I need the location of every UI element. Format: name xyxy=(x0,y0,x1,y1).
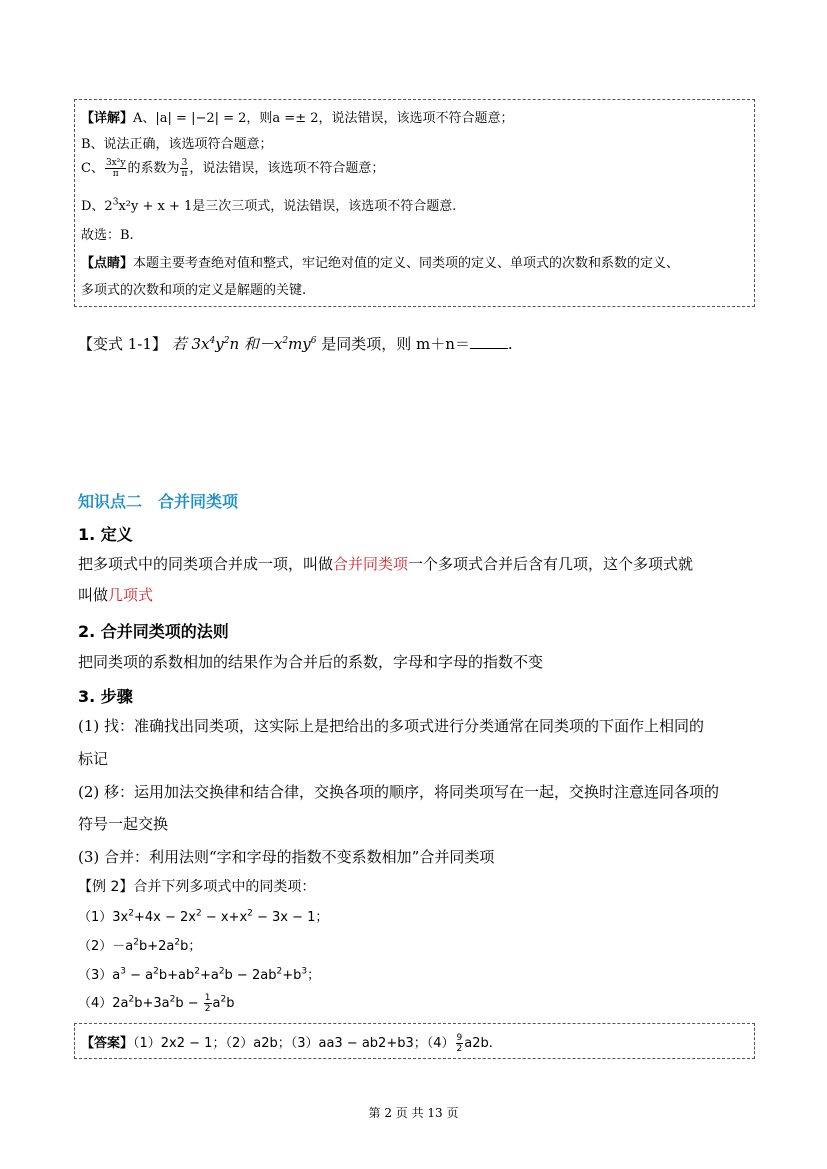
detail-line-6 xyxy=(81,252,679,271)
variant-text-b: y xyxy=(215,335,224,353)
fraction-denominator: 2 xyxy=(204,1004,211,1014)
step-1-line-1: (1) 找：准确找出同类项，这实际上是把给出的多项式进行分类通常在同类项的下面作上相同的 xyxy=(78,717,705,735)
answer-line xyxy=(81,1032,493,1054)
step-2-line-1: (2) 移：运用加法交换律和结合律，交换各项的顺序，将同类项写在一起，交换时注意连同各项的 xyxy=(78,783,720,801)
q3-part: − a xyxy=(125,968,154,983)
detail-line-5: 故选：B. xyxy=(81,228,134,243)
heading-steps: 3. 步骤 xyxy=(78,687,133,706)
answer-tag: 【答案】 xyxy=(81,1036,134,1051)
detail-c-label: C、 xyxy=(81,161,104,176)
definition-line-1 xyxy=(78,553,693,574)
detail-line-3 xyxy=(81,157,384,179)
example-title: 【例 2】合并下列多项式中的同类项： xyxy=(78,879,316,895)
detail-tag: 【详解】 xyxy=(81,111,134,126)
q1-part: − x+x xyxy=(201,910,248,925)
heading-rule: 2. 合并同类项的法则 xyxy=(78,622,229,641)
variant-text-c: n 和－x xyxy=(229,335,283,353)
definition-text-c: 叫做 xyxy=(78,586,109,604)
fraction-numerator: 3x²y xyxy=(105,158,126,168)
comment-tag: 【点睛】 xyxy=(81,256,134,271)
rule-text: 把同类项的系数相加的结果作为合并后的系数，字母和字母的指数不变 xyxy=(78,653,544,671)
variant-tag: 【变式 1-1】 xyxy=(78,335,167,353)
definition-highlight-2: 几项式 xyxy=(108,586,154,604)
q1-part: − 3x − 1； xyxy=(252,910,329,925)
fraction-one-half xyxy=(204,993,212,1014)
q3-part: b − 2ab xyxy=(224,968,277,983)
definition-text-a: 把多项式中的同类项合并成一项，叫做 xyxy=(78,555,334,573)
fraction-numerator: 1 xyxy=(204,993,211,1003)
q3-part: +b xyxy=(282,968,302,983)
fraction-3x2y-over-pi xyxy=(105,158,127,179)
answer-text: （1）2x2 − 1；（2）a2b；（3）aa3 − ab2+b3；（4） xyxy=(133,1036,455,1051)
example-q4: $(4)2a^2b+3a^2b$ − $\frac{1}{2}$ $a^2b$ xyxy=(78,993,235,1014)
q4-part: a xyxy=(212,996,221,1011)
example-q3: $(3)a^3 - a^2b+ab^2+a^2b - 2ab^2+b^3$； xyxy=(78,966,321,983)
answer-end: a2b. xyxy=(464,1036,493,1051)
detail-line-2: B、说法正确，该选项符合题意； xyxy=(81,137,273,152)
heading-definition: 1. 定义 xyxy=(78,525,133,544)
answer-box xyxy=(74,1023,755,1059)
variant-text-f: . xyxy=(507,335,513,353)
q3-part: +a xyxy=(199,968,219,983)
fraction-denominator: π xyxy=(112,169,119,179)
definition-highlight: 合并同类项 xyxy=(333,555,409,573)
step-3: (3) 合并：利用法则“字和字母的指数不变系数相加”合并同类项 xyxy=(78,848,495,866)
fraction-numerator: 9 xyxy=(456,1033,463,1043)
q3-part: b+ab xyxy=(158,968,195,983)
fraction-numerator-2: 3 xyxy=(181,158,188,168)
q2-part: b+2a xyxy=(138,939,175,954)
q4-part: b+3a xyxy=(134,996,170,1011)
variant-text-d: my xyxy=(288,335,311,353)
q3-part: （3）a xyxy=(78,968,121,983)
fraction-nine-halves xyxy=(456,1033,464,1054)
variant-text-e: 是同类项，则 m＋n＝ xyxy=(316,335,470,353)
q2-part: b； xyxy=(180,939,202,954)
q1-part: （1）3x xyxy=(78,910,129,925)
variant-text-a: 若 3x xyxy=(166,335,210,353)
detail-c-mid: 的系数为 xyxy=(127,161,180,176)
q4-part: b xyxy=(226,996,235,1011)
detail-line-4: D、$2^3x^2y + x + 1$是三次三项式，说法错误，该选项不符合题意. xyxy=(81,197,457,214)
definition-line-2 xyxy=(78,584,153,605)
section-title: 知识点二 合并同类项 xyxy=(78,492,239,511)
page-footer: 第 2 页 共 13 页 xyxy=(368,1106,459,1120)
q2-part: （2）－a xyxy=(78,939,134,954)
detail-line-1 xyxy=(81,107,514,126)
detail-line-7: 多项式的次数和项的定义是解题的关键. xyxy=(81,283,307,298)
detail-text-a: A、|a| = |−2| = 2，则a =± 2，说法错误，该选项不符合题意； xyxy=(133,111,514,126)
q3-part: ； xyxy=(307,968,321,983)
fraction-3-over-pi xyxy=(180,158,188,179)
detail-d-text: x²y + x + 1是三次三项式，说法错误，该选项不符合题意. xyxy=(118,199,457,214)
comment-text: 本题主要考查绝对值和整式，牢记绝对值的定义、同类项的定义、单项式的次数和系数的定义、 xyxy=(133,256,680,271)
step-1-line-2: 标记 xyxy=(78,750,109,768)
example-q1: $(1)3x^2+4x - 2x^2 - x+x^2 - 3x - 1$； xyxy=(78,908,329,925)
q1-part: +4x − 2x xyxy=(133,910,196,925)
definition-text-b: 一个多项式合并后含有几项，这个多项式就 xyxy=(408,555,694,573)
q4-part: b − xyxy=(175,996,203,1011)
detail-d-pre: D、2 xyxy=(81,199,113,214)
example-q2: $(2)-a^2b+2a^2b$； xyxy=(78,937,202,954)
variant-question: 【变式 1-1】 若 $3x^4y^2n$ 和$-x^2my^6$ 是同类项，则 m＋n＝ . xyxy=(78,335,513,353)
fraction-denominator-2: π xyxy=(181,169,188,179)
fraction-denominator: 2 xyxy=(456,1044,463,1054)
detail-c-post: ，说法错误，该选项不符合题意； xyxy=(189,161,385,176)
detail-box xyxy=(74,99,755,307)
q4-part: （4）2a xyxy=(78,996,129,1011)
answer-blank[interactable] xyxy=(470,334,508,349)
step-2-line-2: 符号一起交换 xyxy=(78,815,169,833)
